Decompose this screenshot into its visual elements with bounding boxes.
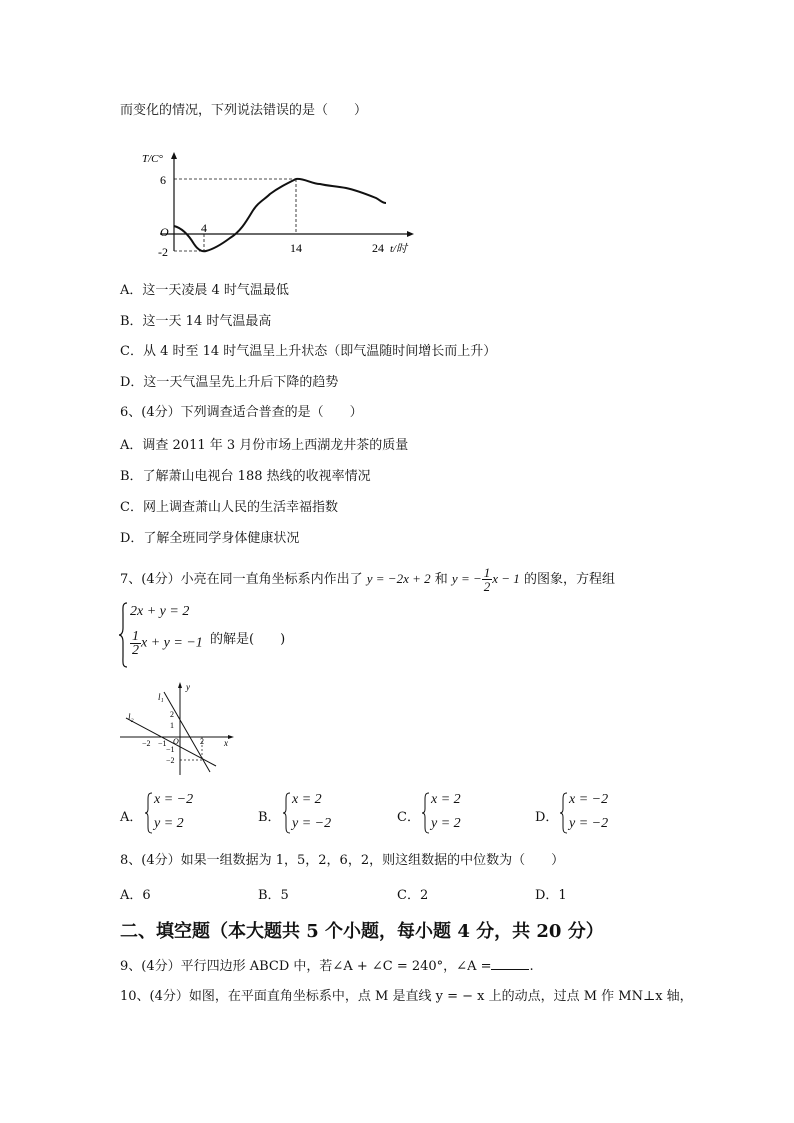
q8-option-a: A．6 (120, 888, 151, 903)
fraction-numerator: 1 (132, 629, 139, 644)
q8-option-b: B．5 (258, 888, 289, 903)
q9-line (120, 957, 534, 976)
q6-option-b: B．了解萧山电视台 188 热线的收视率情况 (120, 469, 371, 484)
q8-option-c: C．2 (397, 888, 429, 903)
q7-system-row2-rest: x + y = −1 (141, 635, 203, 651)
q5-option-a: A．这一天凌晨 4 时气温最低 (120, 283, 289, 298)
graph-l1-label: l₁ (158, 692, 164, 702)
q7-line-graph (118, 680, 238, 780)
q7-stem-start: 7、(4分）小亮在同一直角坐标系内作出了 (120, 572, 363, 587)
graph-l2-label: l₂ (128, 712, 134, 722)
fraction-denominator: 2 (483, 579, 491, 594)
brace-icon (118, 602, 128, 668)
q8-stem: 8、(4分）如果一组数据为 1，5，2，6，2，则这组数据的中位数为（ ） (120, 853, 565, 868)
graph-tick-xn2: −2 (142, 739, 151, 748)
q7-stem (120, 566, 615, 593)
q7-option-b-row1: x = 2 (292, 792, 322, 807)
q6-option-c: C．网上调查萧山人民的生活幸福指数 (120, 500, 338, 515)
q7-eq2-fraction (482, 566, 493, 593)
q10-stem: 10、(4分）如图，在平面直角坐标系中，点 M 是直线 y = − x 上的动点，过点 M 作 MN⊥x 轴， (120, 989, 693, 1004)
q7-option-c-label: C． (397, 810, 420, 825)
q9-answer-blank[interactable] (491, 957, 529, 970)
graph-tick-yn2: −2 (166, 756, 175, 765)
q7-option-d-row1: x = −2 (569, 792, 609, 807)
graph-tick-x2: 2 (200, 737, 204, 746)
graph-x-axis-label: x (224, 738, 228, 748)
q9-end: . (529, 959, 534, 974)
fraction-denominator: 2 (132, 643, 139, 658)
q7-eq2-start: y = − (451, 571, 482, 586)
q6-option-d: D．了解全班同学身体健康状况 (120, 531, 300, 546)
graph-tick-14: 14 (290, 241, 302, 255)
q9-stem: 9、(4分）平行四边形 ABCD 中，若∠A + ∠C = 240°，∠A = (120, 959, 492, 974)
q7-option-c-row2: y = 2 (431, 816, 461, 831)
graph-tick-y2: 2 (170, 710, 174, 719)
q6-stem: 6、(4分）下列调查适合普查的是（ ） (120, 405, 363, 420)
q7-system-row1: 2x + y = 2 (130, 604, 190, 619)
q5-option-c: C．从 4 时至 14 时气温呈上升状态（即气温随时间增长而上升） (120, 344, 497, 359)
graph-tick-neg2: -2 (158, 245, 168, 259)
question-5-intro: 而变化的情况，下列说法错误的是（ ） (120, 103, 368, 118)
temperature-graph (140, 148, 420, 266)
fraction-numerator: 1 (483, 565, 491, 580)
q6-option-a: A．调查 2011 年 3 月份市场上西湖龙井茶的质量 (120, 438, 409, 453)
q7-option-c-row1: x = 2 (431, 792, 461, 807)
brace-icon (421, 792, 430, 834)
graph-origin-label: O (173, 737, 179, 746)
brace-icon (559, 792, 568, 834)
graph-tick-yn1: −1 (166, 745, 175, 754)
q7-stem-end: 的图象，方程组 (523, 572, 615, 587)
graph-tick-xn1: −1 (158, 739, 167, 748)
q7-system-fraction (130, 630, 141, 657)
q7-eq1: y = −2x + 2 (366, 571, 431, 586)
q7-option-b-row2: y = −2 (292, 816, 332, 831)
graph-y-axis-label: y (186, 682, 190, 692)
q7-and: 和 (434, 572, 448, 587)
graph-tick-6: 6 (160, 173, 166, 187)
section-2-heading: 二、填空题（本大题共 5 个小题，每小题 4 分，共 20 分） (120, 921, 604, 942)
q7-option-b-label: B． (258, 810, 281, 825)
q7-option-a-row1: x = −2 (154, 792, 194, 807)
graph-tick-4: 4 (201, 221, 207, 235)
graph-y-label: T/C° (142, 153, 163, 165)
q7-system-row2 (130, 630, 203, 657)
q7-system-tail: 的解是( ) (210, 632, 286, 647)
q7-equation-system (118, 600, 318, 672)
q7-option-d-label: D． (535, 810, 559, 825)
q7-option-d-row2: y = −2 (569, 816, 609, 831)
graph-x-label: t/时 (390, 243, 408, 255)
brace-icon (282, 792, 291, 834)
brace-icon (144, 792, 153, 834)
q8-option-d: D．1 (535, 888, 567, 903)
q7-option-a-row2: y = 2 (154, 816, 184, 831)
graph-tick-24: 24 (372, 241, 384, 255)
q7-eq2-end: x − 1 (492, 571, 520, 586)
graph-tick-y1: 1 (170, 721, 174, 730)
q5-option-d: D．这一天气温呈先上升后下降的趋势 (120, 375, 339, 390)
q7-option-a-label: A． (120, 810, 143, 825)
q5-option-b: B．这一天 14 时气温最高 (120, 314, 272, 329)
graph-origin: O (160, 225, 169, 239)
